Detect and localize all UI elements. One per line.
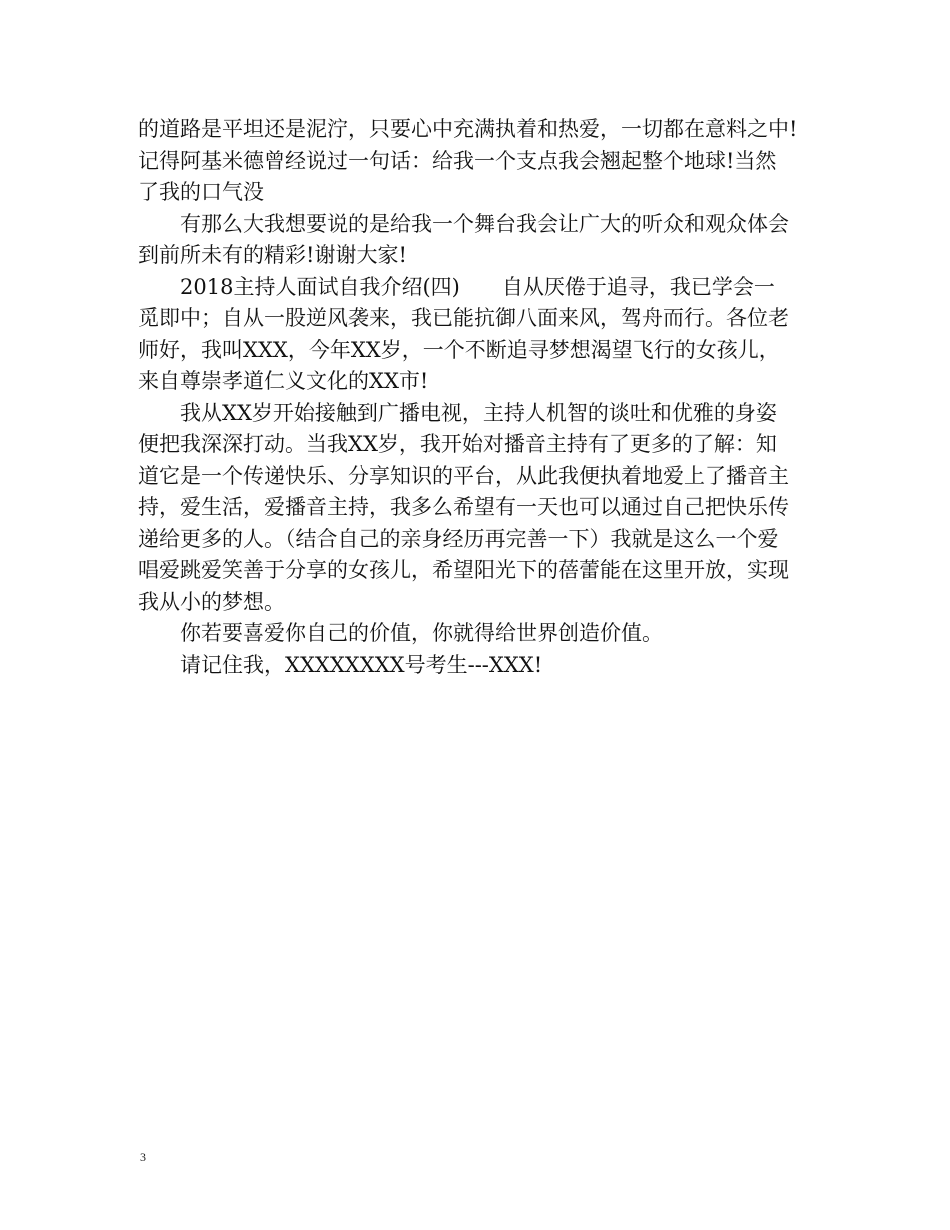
text-line: 到前所未有的精彩!谢谢大家!	[138, 243, 407, 267]
text-line: 请记住我，XXXXXXXX号考生---XXX!	[138, 652, 543, 677]
text-line: 我从小的梦想。	[138, 589, 285, 614]
text-line: 递给更多的人。（结合自己的亲身经历再完善一下）我就是这么一个爱	[138, 526, 779, 551]
text-line: 我从XX岁开始接触到广播电视，主持人机智的谈吐和优雅的身姿	[138, 400, 777, 425]
text-line: 了我的口气没	[138, 180, 264, 204]
text-line: 唱爱跳爱笑善于分享的女孩儿，希望阳光下的蓓蕾能在这里开放，实现	[138, 558, 789, 582]
text-line: 的道路是平坦还是泥泞，只要心中充满执着和热爱，一切都在意料之中!	[138, 117, 798, 141]
body-text	[138, 114, 828, 681]
text-line: 有那么大我想要说的是给我一个舞台我会让广大的听众和观众体会	[138, 211, 789, 236]
text-line: 来自尊崇孝道仁义文化的XX市!	[138, 369, 429, 393]
text-line: 师好，我叫XXX，今年XX岁，一个不断追寻梦想渴望飞行的女孩儿，	[138, 337, 780, 362]
text-line: 觅即中；自从一股逆风袭来，我已能抗御八面来风，驾舟而行。各位老	[138, 306, 789, 330]
page-number: 3	[140, 1150, 146, 1164]
text-line: 持，爱生活，爱播音主持，我多么希望有一天也可以通过自己把快乐传	[138, 495, 789, 519]
text-line: 道它是一个传递快乐、分享知识的平台，从此我便执着地爱上了播音主	[138, 463, 789, 488]
text-line: 便把我深深打动。当我XX岁，我开始对播音主持有了更多的了解：知	[138, 432, 777, 456]
text-line: 2018主持人面试自我介绍(四) 自从厌倦于追寻，我已学会一	[138, 274, 775, 299]
text-line: 记得阿基米德曾经说过一句话：给我一个支点我会翘起整个地球!当然	[138, 148, 777, 173]
text-line: 你若要喜爱你自己的价值，你就得给世界创造价值。	[138, 621, 663, 645]
